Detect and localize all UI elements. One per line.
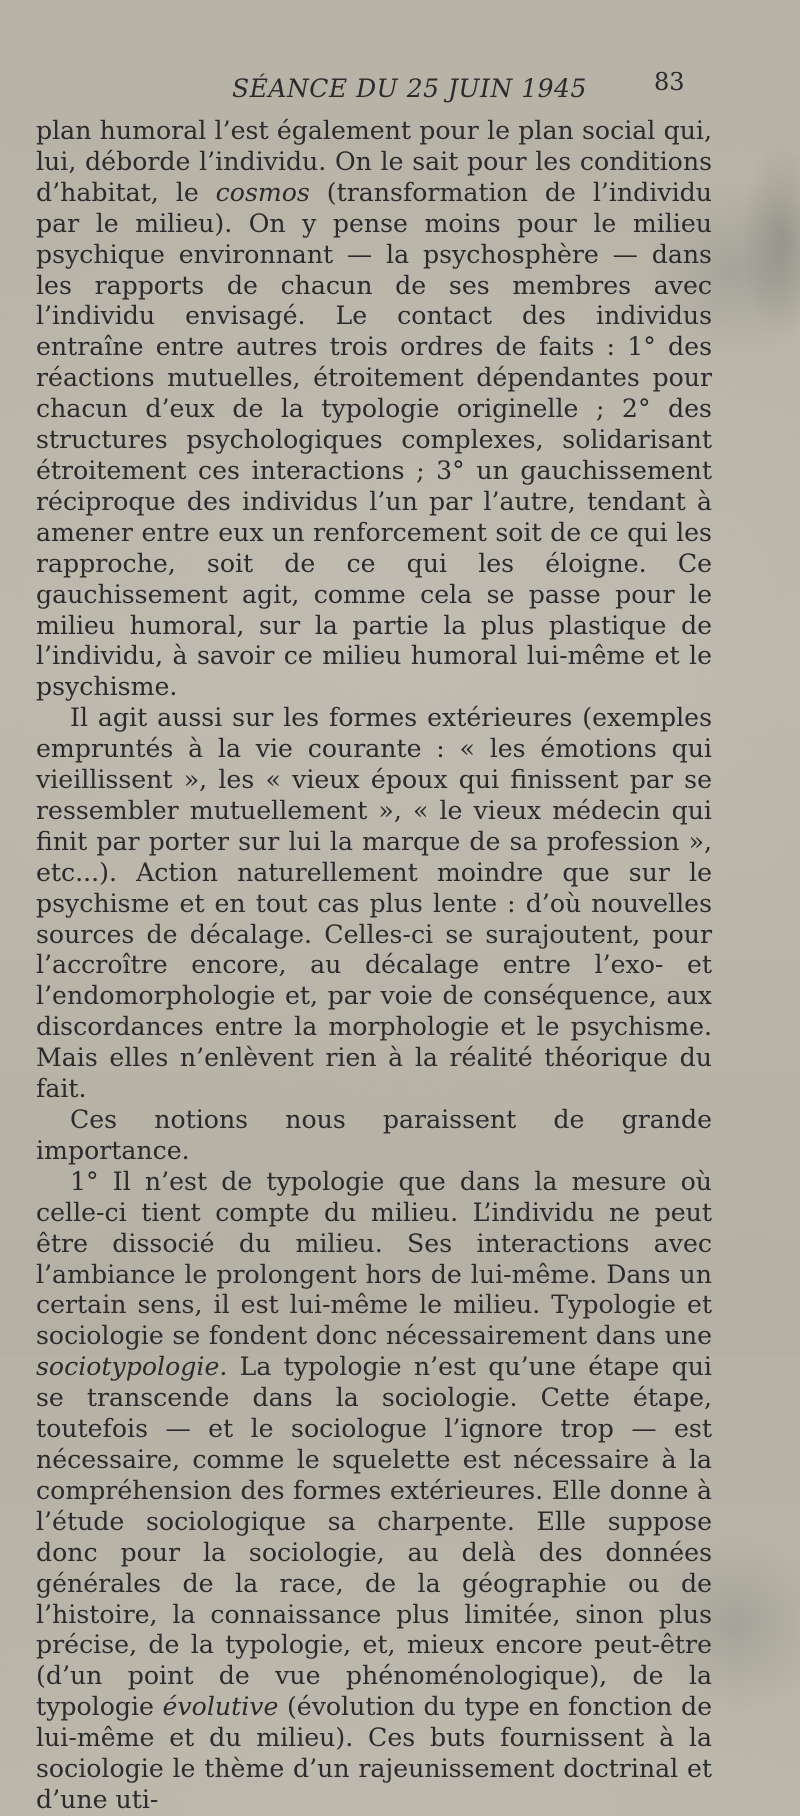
paragraph-4-italic-1: sociotypologie. [36,1352,228,1382]
paragraph-4 [36,1167,712,1816]
paper-stain [740,140,800,340]
paragraph-2: Il agit aussi sur les formes extérieures (exemples empruntés à la vie courante : « les émotions qui vieillissent », les « vieux époux qui finissent par se ressembler mutuellement », « le vieux médecin qui finit par porter sur lui la marque de sa profession », etc...). Action naturellement moindre que sur le psychisme et en tout cas plus lente : d’où nouvelles sources de décalage. Celles-ci se surajoutent, pour l’accroître encore, au décalage entre l’exo- et l’endomorphologie et, par voie de conséquence, aux discordances entre la morphologie et le psychisme. Mais elles n’enlèvent rien à la réalité théorique du fait. [36,703,712,1104]
paragraph-4-text-c: (évolution du type en fonction de lui-même et du milieu). Ces buts fournissent à la sociologie le thème d’un rajeunissement doctrinal et d’une uti- [36,1692,712,1814]
paragraph-1-italic: cosmos [215,177,310,207]
paragraph-3: Ces notions nous paraissent de grande importance. [36,1105,712,1165]
body-text [36,116,712,1816]
paragraph-4-text-b: La typologie n’est qu’une étape qui se transcende dans la sociologie. Cette étape, toutefois — et le sociologue l’ignore trop — est nécessaire, comme le squelette est nécessaire à la compréhension des formes extérieures. Elle donne à l’étude sociologique sa charpente. Elle suppose donc pour la sociologie, au delà des données générales de la race, de la géographie ou de l’histoire, la connaissance plus limitée, sinon plus précise, de la typologie, et, mieux encore peut-être (d’un point de vue phénoménologique), de la typologie [36,1352,712,1722]
running-head: SÉANCE DU 25 JUIN 1945 [232,74,587,103]
paragraph-1-continuation: (transformation de l’individu par le milieu). On y pense moins pour le milieu psychique environnant — la psychosphère — dans les rapports de chacun de ses membres avec l’individu envisagé. Le contact des individus entraîne entre autres trois ordres de faits : 1° des réactions mutuelles, étroitement dépendantes pour chacun d’eux de la typologie originelle ; 2° des structures psychologiques complexes, solidarisant étroitement ces interactions ; 3° un gauchissement réciproque des individus l’un par l’autre, tendant à amener entre eux un renforcement soit de ce qui les rapproche, soit de ce qui les éloigne. Ce gauchissement agit, comme cela se passe pour le milieu humoral, sur la partie la plus plastique de l’individu, à savoir ce milieu humoral lui-même et le psychisme. [36,177,712,702]
paragraph-4-text-a: 1° Il n’est de typologie que dans la mesure où celle-ci tient compte du milieu. L’individu ne peut être dissocié du milieu. Ses interactions avec l’ambiance le prolongent hors de lui-même. Dans un certain sens, il est lui-même le milieu. Typologie et sociologie se fondent donc nécessairement dans une [36,1166,712,1351]
paragraph-1-text: plan humoral l’est également pour le plan social qui, lui, déborde l’individu. On le sait pour les conditions d’habitat, le [36,116,712,207]
page-header [0,68,800,114]
paragraph-4-italic-2: évolutive [162,1692,279,1722]
paragraph-1 [36,116,712,703]
page-number: 83 [654,68,685,96]
